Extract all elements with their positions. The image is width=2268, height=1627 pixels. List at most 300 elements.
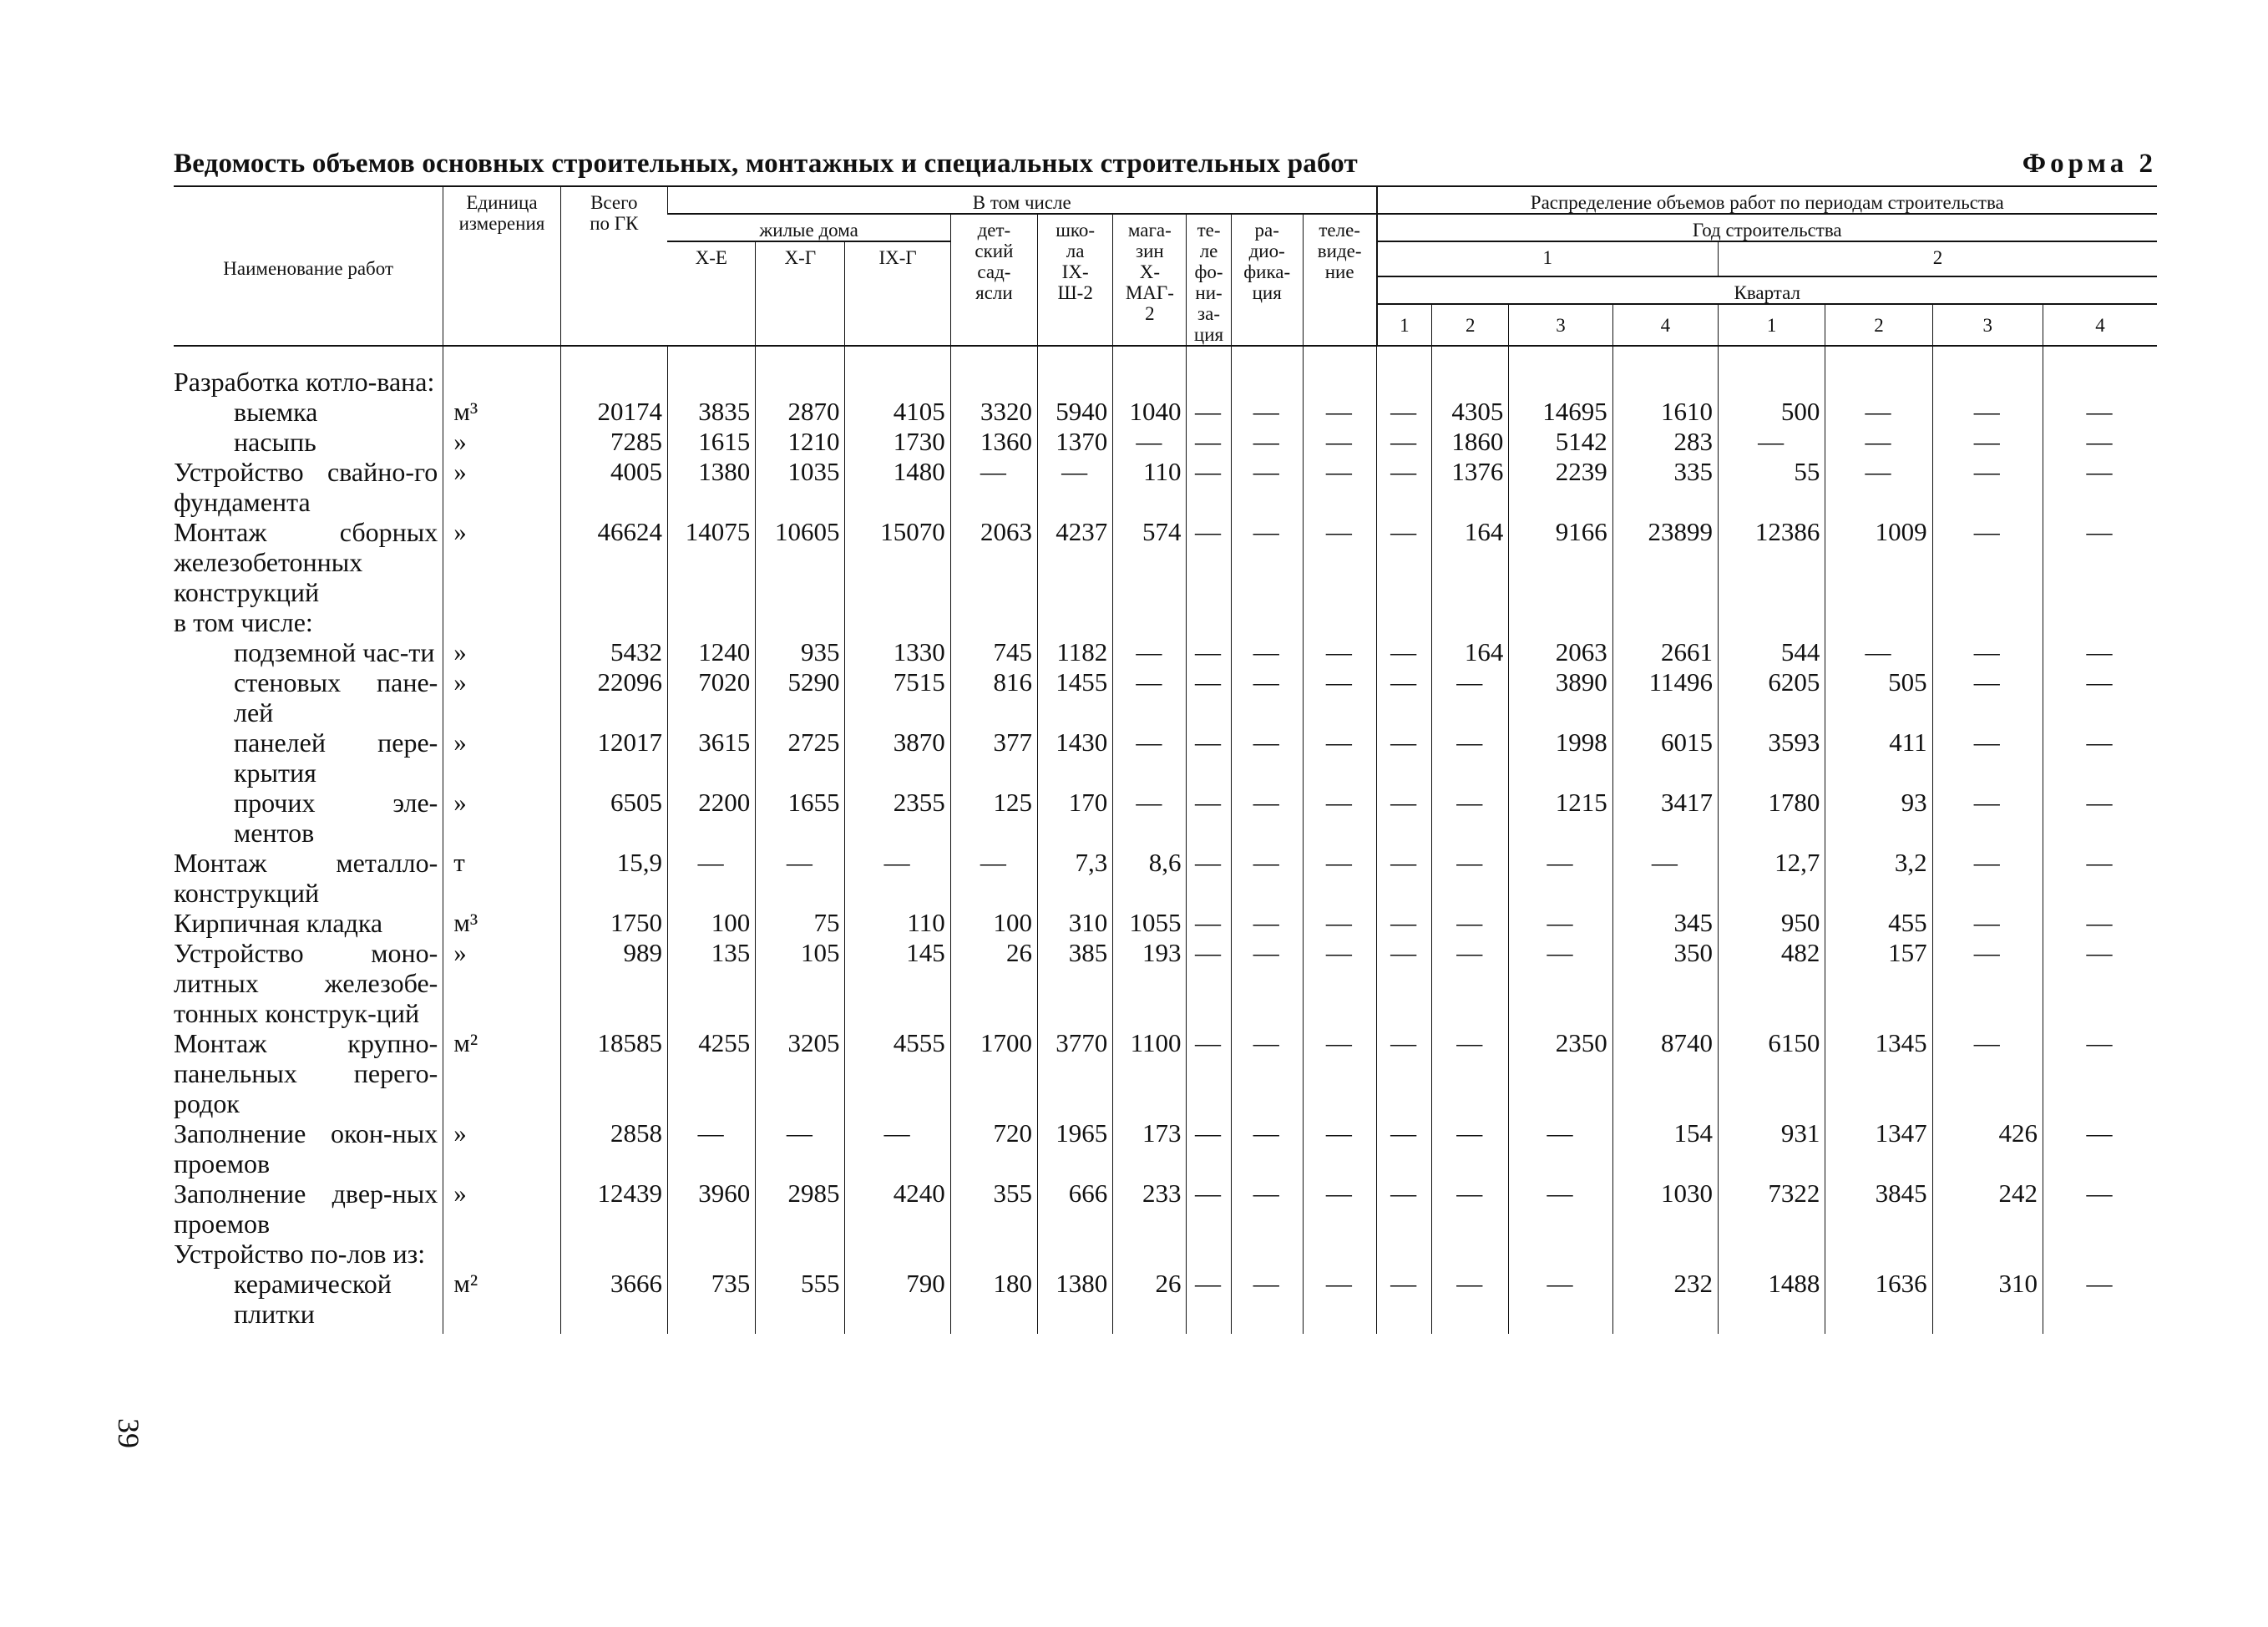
value-cell: — <box>1932 908 2043 938</box>
value-cell: — <box>667 848 755 908</box>
unit-cell <box>443 346 560 397</box>
work-name-cell: подземной час-ти <box>234 637 435 667</box>
value-cell <box>1187 607 1231 637</box>
value-cell: — <box>1377 667 1432 727</box>
value-cell: 6205 <box>1719 667 1825 727</box>
value-cell: 666 <box>1038 1178 1113 1239</box>
value-cell: 482 <box>1719 938 1825 1028</box>
value-cell: 411 <box>1825 727 1932 788</box>
header-shop-line: зин <box>1136 241 1164 261</box>
work-name-cell: выемка <box>234 397 318 427</box>
value-cell <box>1231 346 1303 397</box>
value-cell: 125 <box>950 788 1037 848</box>
value-cell <box>1612 1239 1718 1269</box>
value-cell: 1480 <box>845 457 950 517</box>
value-cell <box>756 346 845 397</box>
header-telephone-line: те- <box>1197 220 1221 241</box>
value-cell <box>1231 1239 1303 1269</box>
value-cell <box>756 607 845 637</box>
value-cell: 2063 <box>950 517 1037 607</box>
value-cell <box>1113 607 1187 637</box>
value-cell: 1750 <box>560 908 667 938</box>
value-cell: 4105 <box>845 397 950 427</box>
value-cell <box>845 1239 950 1269</box>
value-cell: — <box>1509 1118 1612 1178</box>
value-cell <box>1303 1239 1376 1269</box>
value-cell: 3417 <box>1612 788 1718 848</box>
work-name-cell: Кирпичная кладка <box>174 908 383 938</box>
header-radio <box>1231 214 1303 346</box>
value-cell: 3960 <box>667 1178 755 1239</box>
value-cell: — <box>1231 457 1303 517</box>
value-cell: — <box>1231 1028 1303 1118</box>
value-cell: 350 <box>1612 938 1718 1028</box>
header-school-line: шко- <box>1056 220 1096 241</box>
value-cell: — <box>1187 1269 1231 1334</box>
value-cell <box>1719 346 1825 397</box>
value-cell: — <box>2043 667 2157 727</box>
value-cell <box>845 607 950 637</box>
value-cell: — <box>2043 848 2157 908</box>
value-cell: — <box>1432 848 1509 908</box>
value-cell: 7020 <box>667 667 755 727</box>
table-row <box>174 788 2157 848</box>
header-telephone-line: фо- <box>1194 261 1223 282</box>
header-school <box>1038 214 1113 346</box>
value-cell: 1215 <box>1509 788 1612 848</box>
value-cell: 1330 <box>845 637 950 667</box>
value-cell: 55 <box>1719 457 1825 517</box>
value-cell: 1009 <box>1825 517 1932 607</box>
document-title: Ведомость объемов основных строительных, монтажных и специальных строительных работ <box>174 149 1358 179</box>
value-cell: 9166 <box>1509 517 1612 607</box>
value-cell: — <box>1303 727 1376 788</box>
table-row <box>174 667 2157 727</box>
value-cell <box>1303 607 1376 637</box>
value-cell <box>1432 346 1509 397</box>
header-unit-line: измерения <box>458 213 545 234</box>
value-cell: 931 <box>1719 1118 1825 1178</box>
value-cell: — <box>1932 517 2043 607</box>
table-row <box>174 1118 2157 1178</box>
header-q2-y2: 2 <box>1825 304 1932 346</box>
value-cell: 3845 <box>1825 1178 1932 1239</box>
value-cell: 23899 <box>1612 517 1718 607</box>
value-cell: 7285 <box>560 427 667 457</box>
value-cell: 75 <box>756 908 845 938</box>
value-cell: — <box>1432 1269 1509 1334</box>
value-cell: — <box>1932 788 2043 848</box>
header-q4-y2: 4 <box>2043 304 2157 346</box>
header-telephone-line: за- <box>1197 303 1220 324</box>
value-cell: — <box>2043 427 2157 457</box>
unit-cell: » <box>443 667 560 727</box>
value-cell: 1030 <box>1612 1178 1718 1239</box>
value-cell: 232 <box>1612 1269 1718 1334</box>
table-row <box>174 1178 2157 1239</box>
value-cell: — <box>1231 938 1303 1028</box>
work-name-cell: Монтаж крупно-панельных перего-родок <box>174 1028 438 1118</box>
header-unit-line: Единица <box>466 192 538 213</box>
unit-cell: м² <box>443 1028 560 1118</box>
value-cell: 735 <box>667 1269 755 1334</box>
work-name-cell: панелей пере-крытия <box>234 727 438 788</box>
value-cell: — <box>1231 427 1303 457</box>
value-cell <box>1377 607 1432 637</box>
value-cell: — <box>2043 637 2157 667</box>
header-total-line: Всего <box>590 192 638 213</box>
value-cell: 170 <box>1038 788 1113 848</box>
unit-cell: » <box>443 427 560 457</box>
value-cell <box>667 607 755 637</box>
value-cell: 720 <box>950 1118 1037 1178</box>
work-name-cell: Устройство моно-литных железобе-тонных конструк-ций <box>174 938 438 1028</box>
value-cell: — <box>845 848 950 908</box>
work-name-cell: прочих эле-ментов <box>234 788 438 848</box>
header-radio-line: фика- <box>1243 261 1291 282</box>
header-q2-y1: 2 <box>1432 304 1509 346</box>
value-cell <box>1377 346 1432 397</box>
value-cell: 283 <box>1612 427 1718 457</box>
value-cell <box>1303 346 1376 397</box>
value-cell: 3870 <box>845 727 950 788</box>
work-name-cell: Разработка котло-вана: <box>174 367 435 397</box>
value-cell: 12,7 <box>1719 848 1825 908</box>
value-cell: — <box>1303 517 1376 607</box>
header-name-col: Наименование работ <box>174 186 443 346</box>
value-cell: 4255 <box>667 1028 755 1118</box>
value-cell: — <box>1932 457 2043 517</box>
value-cell: — <box>1303 457 1376 517</box>
value-cell: — <box>1303 427 1376 457</box>
value-cell: 1360 <box>950 427 1037 457</box>
value-cell: — <box>1932 397 2043 427</box>
value-cell: — <box>1825 457 1932 517</box>
value-cell <box>1825 1239 1932 1269</box>
value-cell: — <box>950 457 1037 517</box>
value-cell: 12017 <box>560 727 667 788</box>
value-cell: — <box>950 848 1037 908</box>
value-cell: — <box>1825 397 1932 427</box>
value-cell: 15,9 <box>560 848 667 908</box>
value-cell: 1488 <box>1719 1269 1825 1334</box>
header-school-line: ла <box>1066 241 1085 261</box>
value-cell: 345 <box>1612 908 1718 938</box>
value-cell: 5432 <box>560 637 667 667</box>
work-name-cell: в том числе: <box>174 607 313 637</box>
value-cell <box>667 1239 755 1269</box>
value-cell: 110 <box>845 908 950 938</box>
value-cell: — <box>1377 1028 1432 1118</box>
value-cell <box>1509 607 1612 637</box>
value-cell <box>950 1239 1037 1269</box>
value-cell: 20174 <box>560 397 667 427</box>
value-cell: — <box>1231 517 1303 607</box>
value-cell <box>1038 607 1113 637</box>
value-cell: — <box>1432 938 1509 1028</box>
value-cell: — <box>1303 938 1376 1028</box>
header-school-line: Ш-2 <box>1057 282 1093 303</box>
header-shop-line: МАГ- <box>1125 282 1174 303</box>
unit-cell: т <box>443 848 560 908</box>
table-row <box>174 427 2157 457</box>
header-telephone-line: ция <box>1193 324 1224 345</box>
value-cell <box>1932 607 2043 637</box>
value-cell: — <box>1377 517 1432 607</box>
value-cell: 1730 <box>845 427 950 457</box>
value-cell: 6015 <box>1612 727 1718 788</box>
table-row <box>174 457 2157 517</box>
header-x-g: Х-Г <box>756 241 845 346</box>
table-row <box>174 397 2157 427</box>
value-cell: 11496 <box>1612 667 1718 727</box>
value-cell: — <box>1231 848 1303 908</box>
value-cell: 4005 <box>560 457 667 517</box>
value-cell <box>1038 1239 1113 1269</box>
value-cell: 2858 <box>560 1118 667 1178</box>
value-cell: — <box>1231 637 1303 667</box>
value-cell <box>1377 1239 1432 1269</box>
value-cell: 355 <box>950 1178 1037 1239</box>
unit-cell: » <box>443 788 560 848</box>
unit-cell: м³ <box>443 908 560 938</box>
value-cell: — <box>1509 908 1612 938</box>
work-name-cell: стеновых пане-лей <box>234 667 438 727</box>
value-cell: 22096 <box>560 667 667 727</box>
header-shop-line: мага- <box>1127 220 1172 241</box>
header-ix-g: IХ-Г <box>845 241 950 346</box>
value-cell: 157 <box>1825 938 1932 1028</box>
value-cell: — <box>1187 1118 1231 1178</box>
value-cell <box>560 607 667 637</box>
value-cell: — <box>2043 1118 2157 1178</box>
value-cell <box>1932 1239 2043 1269</box>
value-cell: — <box>2043 397 2157 427</box>
value-cell: 377 <box>950 727 1037 788</box>
value-cell <box>1038 346 1113 397</box>
header-total-col <box>560 186 667 346</box>
value-cell: — <box>1113 427 1187 457</box>
value-cell: 2985 <box>756 1178 845 1239</box>
header-unit-col <box>443 186 560 346</box>
value-cell: — <box>1932 667 2043 727</box>
value-cell: — <box>756 1118 845 1178</box>
value-cell: 6505 <box>560 788 667 848</box>
value-cell: 935 <box>756 637 845 667</box>
value-cell: 385 <box>1038 938 1113 1028</box>
unit-cell: » <box>443 938 560 1028</box>
value-cell: — <box>1187 457 1231 517</box>
value-cell: — <box>1113 727 1187 788</box>
value-cell <box>1187 346 1231 397</box>
header-including: В том числе <box>667 186 1376 214</box>
value-cell: 505 <box>1825 667 1932 727</box>
value-cell: 2239 <box>1509 457 1612 517</box>
value-cell: 12439 <box>560 1178 667 1239</box>
value-cell <box>1719 1239 1825 1269</box>
value-cell: 426 <box>1932 1118 2043 1178</box>
work-name-cell: Устройство по-лов из: <box>174 1239 426 1269</box>
value-cell: — <box>1509 1178 1612 1239</box>
value-cell: — <box>1377 908 1432 938</box>
value-cell <box>1432 607 1509 637</box>
header-kindergarten-line: дет- <box>977 220 1011 241</box>
header-year: Год строительства <box>1377 214 2157 241</box>
value-cell: 1040 <box>1113 397 1187 427</box>
value-cell: 1100 <box>1113 1028 1187 1118</box>
value-cell <box>2043 1239 2157 1269</box>
value-cell: 950 <box>1719 908 1825 938</box>
value-cell <box>845 346 950 397</box>
value-cell: — <box>1377 788 1432 848</box>
value-cell: — <box>1187 908 1231 938</box>
work-name-cell: Устройство свайно-го фундамента <box>174 457 438 517</box>
value-cell: 2200 <box>667 788 755 848</box>
value-cell: — <box>1825 427 1932 457</box>
value-cell: 3835 <box>667 397 755 427</box>
value-cell: 164 <box>1432 517 1509 607</box>
value-cell: 5142 <box>1509 427 1612 457</box>
table-row <box>174 908 2157 938</box>
value-cell: 93 <box>1825 788 1932 848</box>
value-cell: 2350 <box>1509 1028 1612 1118</box>
value-cell: — <box>2043 1269 2157 1334</box>
value-cell: 173 <box>1113 1118 1187 1178</box>
value-cell: 1380 <box>1038 1269 1113 1334</box>
unit-cell <box>443 1239 560 1269</box>
value-cell: 3770 <box>1038 1028 1113 1118</box>
value-cell: 15070 <box>845 517 950 607</box>
value-cell <box>1509 1239 1612 1269</box>
value-cell: — <box>1303 848 1376 908</box>
value-cell <box>1612 607 1718 637</box>
value-cell: — <box>1377 938 1432 1028</box>
value-cell: — <box>1509 1269 1612 1334</box>
value-cell: — <box>1932 637 2043 667</box>
value-cell: 310 <box>1932 1269 2043 1334</box>
header-q4-y1: 4 <box>1612 304 1718 346</box>
table-row <box>174 1028 2157 1118</box>
unit-cell: » <box>443 727 560 788</box>
value-cell: — <box>1303 908 1376 938</box>
value-cell: — <box>1231 1269 1303 1334</box>
value-cell: — <box>1231 727 1303 788</box>
value-cell: 4237 <box>1038 517 1113 607</box>
value-cell <box>1113 346 1187 397</box>
value-cell: 14075 <box>667 517 755 607</box>
table-row <box>174 346 2157 397</box>
value-cell: 6150 <box>1719 1028 1825 1118</box>
value-cell: — <box>1303 637 1376 667</box>
value-cell: 3615 <box>667 727 755 788</box>
header-television-line: ние <box>1324 261 1354 282</box>
header-q1-y2: 1 <box>1719 304 1825 346</box>
value-cell: 1347 <box>1825 1118 1932 1178</box>
header-school-line: IХ- <box>1061 261 1089 282</box>
value-cell: 3666 <box>560 1269 667 1334</box>
header-radio-line: ра- <box>1254 220 1279 241</box>
value-cell: 1380 <box>667 457 755 517</box>
value-cell: 1636 <box>1825 1269 1932 1334</box>
value-cell: 193 <box>1113 938 1187 1028</box>
value-cell: — <box>1187 727 1231 788</box>
works-volume-table <box>174 185 2157 1334</box>
table-row <box>174 727 2157 788</box>
header-q3-y2: 3 <box>1932 304 2043 346</box>
table-row <box>174 607 2157 637</box>
header-total-line: по ГК <box>590 213 639 234</box>
work-name-cell: керамической плитки <box>234 1269 392 1329</box>
value-cell: 3205 <box>756 1028 845 1118</box>
value-cell: — <box>1231 908 1303 938</box>
header-q1-y1: 1 <box>1377 304 1432 346</box>
value-cell: — <box>1932 848 2043 908</box>
value-cell <box>1719 607 1825 637</box>
header-television-line: виде- <box>1317 241 1362 261</box>
header-q3-y1: 3 <box>1509 304 1612 346</box>
value-cell: — <box>1231 397 1303 427</box>
value-cell <box>1113 1239 1187 1269</box>
value-cell: 1655 <box>756 788 845 848</box>
value-cell <box>950 346 1037 397</box>
header-year-1: 1 <box>1377 241 1719 276</box>
value-cell: — <box>1187 1178 1231 1239</box>
value-cell: 110 <box>1113 457 1187 517</box>
value-cell: — <box>2043 908 2157 938</box>
value-cell <box>560 346 667 397</box>
value-cell: 1035 <box>756 457 845 517</box>
table-row <box>174 637 2157 667</box>
value-cell: — <box>2043 457 2157 517</box>
value-cell: — <box>1932 938 2043 1028</box>
header-shop-line: Х- <box>1139 261 1160 282</box>
value-cell: 574 <box>1113 517 1187 607</box>
header-shop <box>1113 214 1187 346</box>
header-telephone <box>1187 214 1231 346</box>
value-cell: 544 <box>1719 637 1825 667</box>
work-name-cell: Монтаж металло-конструкций <box>174 848 438 908</box>
value-cell <box>1825 607 1932 637</box>
value-cell: — <box>1303 667 1376 727</box>
value-cell: — <box>1509 938 1612 1028</box>
value-cell: — <box>1303 788 1376 848</box>
value-cell: 7322 <box>1719 1178 1825 1239</box>
value-cell: 4240 <box>845 1178 950 1239</box>
value-cell: 154 <box>1612 1118 1718 1178</box>
value-cell: 12386 <box>1719 517 1825 607</box>
value-cell: 790 <box>845 1269 950 1334</box>
value-cell: 1998 <box>1509 727 1612 788</box>
value-cell <box>2043 346 2157 397</box>
value-cell <box>1231 607 1303 637</box>
page-number: 39 <box>112 1418 145 1448</box>
value-cell: 3890 <box>1509 667 1612 727</box>
value-cell <box>1932 346 2043 397</box>
value-cell: — <box>1932 427 2043 457</box>
value-cell: — <box>1432 1028 1509 1118</box>
value-cell: — <box>756 848 845 908</box>
value-cell: — <box>2043 517 2157 607</box>
table-row <box>174 848 2157 908</box>
value-cell: 335 <box>1612 457 1718 517</box>
value-cell: — <box>1377 637 1432 667</box>
value-cell: — <box>1932 727 2043 788</box>
value-cell: 2063 <box>1509 637 1612 667</box>
value-cell: 5290 <box>756 667 845 727</box>
value-cell: 26 <box>1113 1269 1187 1334</box>
header-radio-line: дио- <box>1248 241 1285 261</box>
value-cell: — <box>1432 908 1509 938</box>
